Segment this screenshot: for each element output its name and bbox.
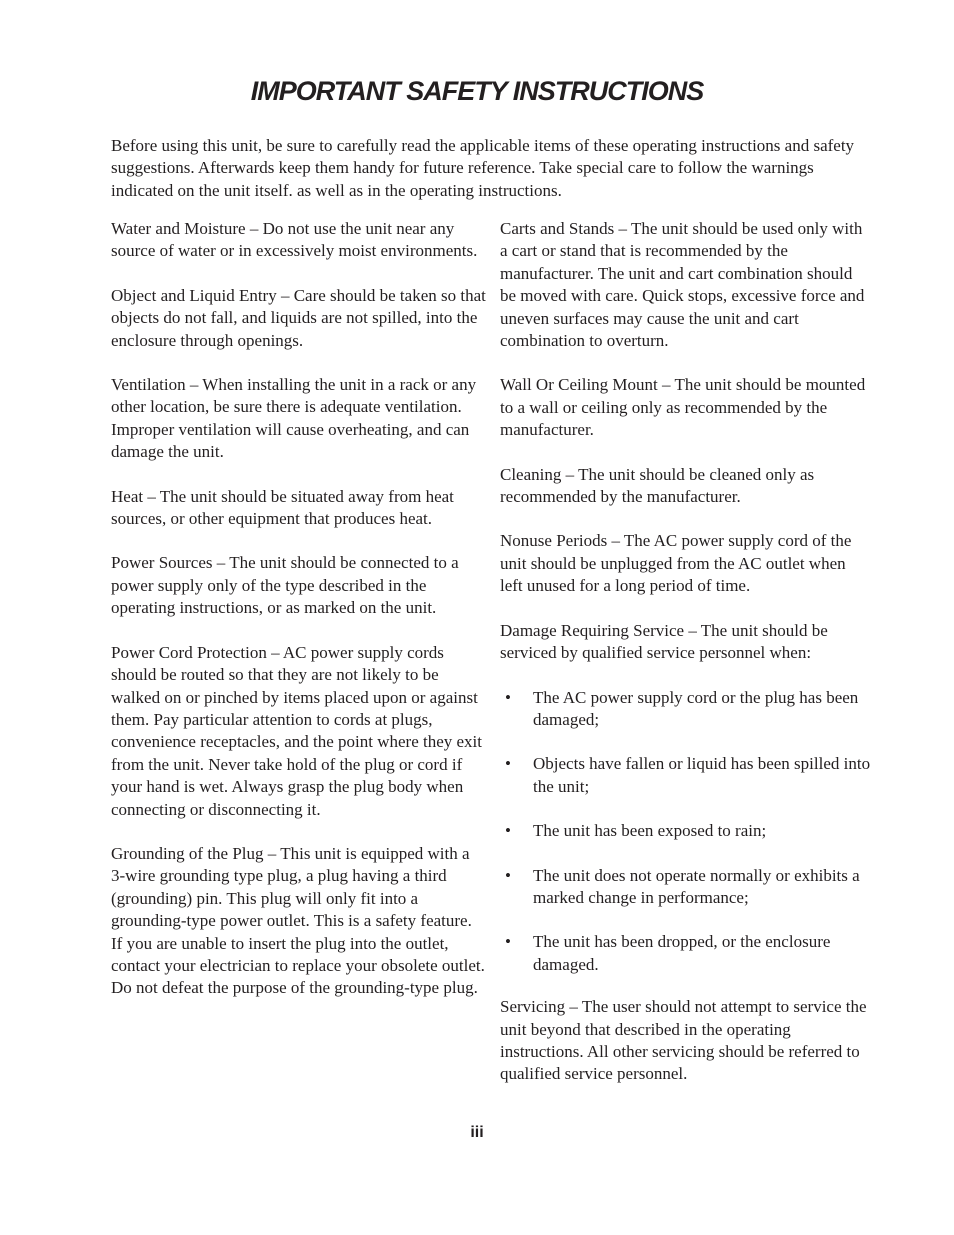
left-column <box>111 218 487 1022</box>
intro-paragraph: Before using this unit, be sure to carefully read the applicable items of these operating instructions and safety suggestions. Afterwards keep them handy for future reference. Take special care to follow the warnings indicated on the unit itself. as well as in the operating instructions. <box>111 136 855 200</box>
wall-ceiling-mount-paragraph: Wall Or Ceiling Mount – The unit should be mounted to a wall or ceiling only as recommended by the manufacturer. <box>500 375 866 440</box>
nonuse-periods-paragraph: Nonuse Periods – The AC power supply cord of the unit should be unplugged from the AC outlet when left unused for a long period of time. <box>500 531 852 596</box>
bullet-icon: • <box>505 687 511 707</box>
heat-paragraph: Heat – The unit should be situated away from heat sources, or other equipment that produces heat. <box>111 486 454 529</box>
bullet-icon: • <box>505 932 511 952</box>
bullet-icon: • <box>505 754 511 774</box>
page-number: iii <box>470 1124 484 1141</box>
water-moisture-paragraph: Water and Moisture – Do not use the unit near any source of water or in excessively moist environments. <box>111 219 478 261</box>
list-item <box>500 865 872 910</box>
page-title: IMPORTANT SAFETY INSTRUCTIONS <box>250 76 704 106</box>
grounding-plug-paragraph: Grounding of the Plug – This unit is equipped with a 3-wire grounding type plug, a plug having a third (grounding) pin. This plug will only fit into a grounding-type power outlet. This is a safety feature. If you are unable to insert the plug into the outlet, contact your electrician to replace your obsolete outlet. Do not defeat the purpose of the grounding-type plug. <box>111 843 485 998</box>
list-item <box>500 931 872 976</box>
list-item-text: The AC power supply cord or the plug has been damaged; <box>533 687 859 729</box>
carts-stands-paragraph: Carts and Stands – The unit should be used only with a cart or stand that is recommended by the manufacturer. The unit and cart combination should be moved with care. Quick stops, excessive force and uneven surfaces may cause the unit and cart combination to overturn. <box>500 219 865 351</box>
list-item-text: The unit does not operate normally or exhibits a marked change in performance; <box>533 865 860 907</box>
cleaning-paragraph: Cleaning – The unit should be cleaned only as recommended by the manufacturer. <box>500 464 815 507</box>
list-item <box>500 687 872 732</box>
object-liquid-entry-paragraph: Object and Liquid Entry – Care should be taken so that objects do not fall, and liquids are not spilled, into the enclosure through openings. <box>111 285 486 350</box>
ventilation-paragraph: Ventilation – When installing the unit in a rack or any other location, be sure there is adequate ventilation. Improper ventilation will cause overheating, and can damage the unit. <box>111 375 477 462</box>
damage-requiring-service-paragraph: Damage Requiring Service – The unit should be serviced by qualified service personnel when: <box>500 620 828 663</box>
list-item-text: The unit has been dropped, or the enclosure damaged. <box>533 932 831 974</box>
bullet-icon: • <box>505 821 511 841</box>
power-sources-paragraph: Power Sources – The unit should be connected to a power supply only of the type described in the operating instructions, or as marked on the unit. <box>111 553 459 618</box>
power-cord-protection-paragraph: Power Cord Protection – AC power supply cords should be routed so that they are not likely to be walked on or pinched by items placed upon or against them. Pay particular attention to cords at plugs, convenience receptacles, and the point where they exit from the unit. Never take hold of the plug or cord if your hand is wet. Always grasp the plug body when connecting or disconnecting it. <box>111 642 482 819</box>
list-item <box>500 820 872 842</box>
list-item-text: Objects have fallen or liquid has been spilled into the unit; <box>533 754 871 796</box>
list-item <box>500 753 872 798</box>
bullet-icon: • <box>505 865 511 885</box>
servicing-paragraph: Servicing – The user should not attempt to service the unit beyond that described in the operating instructions. All other servicing should be referred to qualified service personnel. <box>500 997 867 1084</box>
service-conditions-list <box>500 687 872 977</box>
right-column <box>500 218 872 1108</box>
list-item-text: The unit has been exposed to rain; <box>533 821 767 841</box>
